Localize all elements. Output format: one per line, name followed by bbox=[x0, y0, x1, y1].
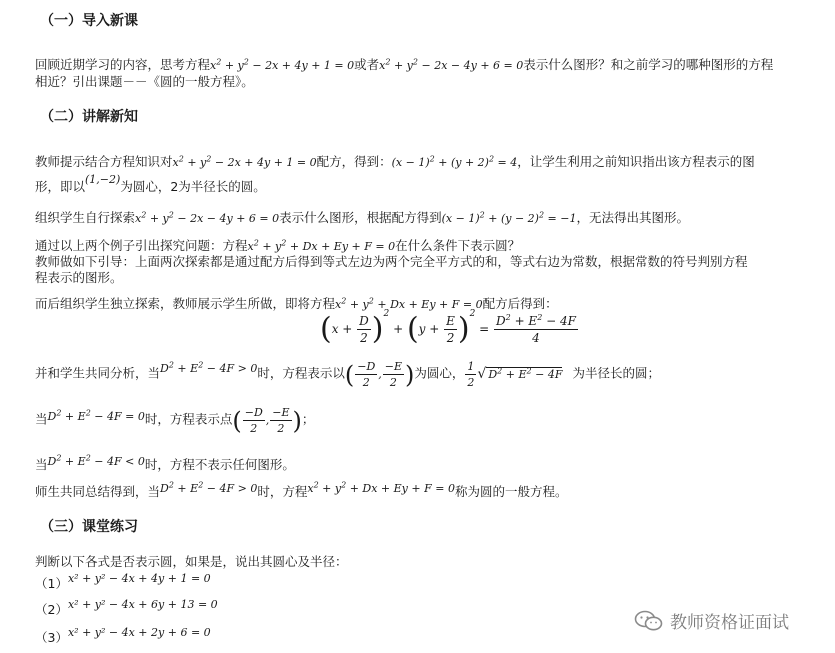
wechat-icon bbox=[634, 609, 664, 633]
section-heading-practice: （三）课堂练习 bbox=[40, 519, 138, 535]
explain-paragraph-9: 师生共同总结得到，当$D^2 + E^2 - 4F > 0$时，方程$x^2 + y^2 + Dx + Ey + F = 0$称为圆的一般方程。 bbox=[35, 480, 568, 499]
watermark bbox=[634, 608, 789, 633]
practice-item-2: （2）x² + y² − 4x + 6y + 13 = 0 bbox=[35, 598, 218, 617]
practice-item-3: （3）x² + y² − 4x + 2y + 6 = 0 bbox=[35, 626, 211, 645]
completed-square-equation: (x + $\frac{D}{2}$ )$^2$ + (y + $\frac{E}{2}$ )$^2$ = $\frac{D^2 + E^2 - 4F}{4}$ bbox=[320, 309, 576, 347]
explain-paragraph-8: 当$D^2 + E^2 - 4F < 0$时，方程不表示任何图形。 bbox=[35, 453, 295, 472]
explain-paragraph-6: 并和学生共同分析，当$D^2 + E^2 - 4F > 0$时，方程表示以( $\frac{-D}{2}$ , $\frac{-E}{2}$ )为圆心， $\frac{1}{2}$ √ $D^2 + E^2 - 4F$ 为半径长的圆； bbox=[35, 359, 660, 389]
watermark-text: 教师资格证面试 bbox=[670, 613, 789, 633]
intro-paragraph-line1: 回顾近期学习的内容，思考方程$x^2 + y^2 - 2x + 4y + 1 = 0$或者$x^2 + y^2 - 2x - 4y + 6 = 0$表示什么图形？和之前学习的哪种图形的方程 bbox=[35, 57, 774, 72]
explain-paragraph-4-line2: 程表示的图形。 bbox=[35, 270, 123, 285]
intro-paragraph-line2: 相近？引出课题－－《圆的一般方程》。 bbox=[35, 74, 254, 89]
explain-paragraph-5: 而后组织学生独立探索，教师展示学生所做，即将方程$x^2 + y^2 + Dx + Ey + F = 0$配方后得到： bbox=[35, 296, 558, 311]
practice-item-1: （1）x² + y² − 4x + 4y + 1 = 0 bbox=[35, 572, 211, 591]
section-heading-intro: （一）导入新课 bbox=[40, 13, 138, 29]
explain-paragraph-1-line2: 形，即以(1,−2)为圆心，2为半径长的圆。 bbox=[35, 173, 266, 194]
explain-paragraph-4-line1: 教师做如下引导：上面两次探索都是通过配方后得到等式左边为两个完全平方式的和，等式右边为常数，根据常数的符号判别方程 bbox=[35, 254, 748, 269]
explain-paragraph-7: 当$D^2 + E^2 - 4F = 0$时，方程表示点( $\frac{-D}{2}$ , $\frac{-E}{2}$ )； bbox=[35, 406, 315, 435]
explain-paragraph-3: 通过以上两个例子引出探究问题：方程$x^2 + y^2 + Dx + Ey + F = 0$在什么条件下表示圆？ bbox=[35, 238, 521, 253]
explain-paragraph-2: 组织学生自行探索$x^2 + y^2 - 2x - 4y + 6 = 0$表示什么图形，根据配方得到$(x - 1)^2 + (y - 2)^2 = -1$，无法得出其图形。 bbox=[35, 210, 689, 225]
section-heading-explain: （二）讲解新知 bbox=[40, 109, 138, 125]
practice-intro: 判断以下各式是否表示圆，如果是，说出其圆心及半径： bbox=[35, 554, 348, 569]
explain-paragraph-1-line1: 教师提示结合方程知识对$x^2 + y^2 - 2x + 4y + 1 = 0$配方，得到：$(x - 1)^2 + (y + 2)^2 = 4$，让学生利用之前知识指出该方程表示的图 bbox=[35, 154, 755, 169]
